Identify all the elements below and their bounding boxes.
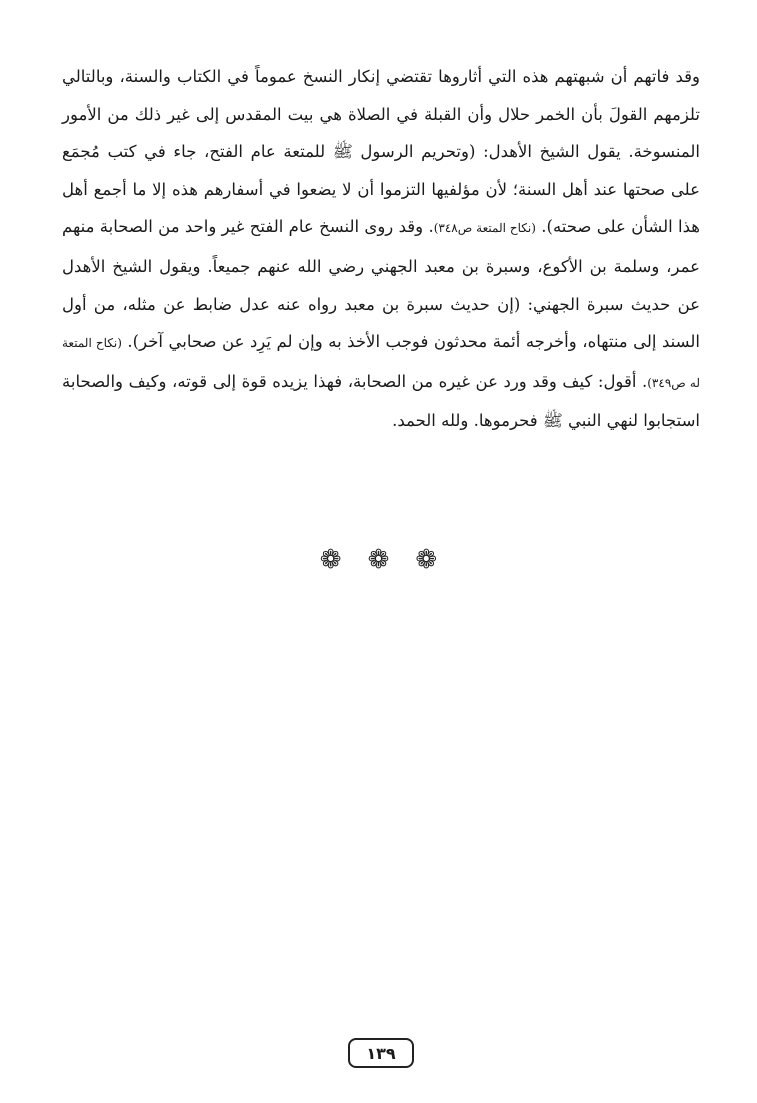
citation-1: (نكاح المتعة ص٣٤٨) xyxy=(433,221,536,236)
page-number xyxy=(348,1038,414,1068)
body-text-part-1: وقد فاتهم أن شبهتهم هذه التي أثاروها تقتضي إنكار النسخ عموماً في الكتاب والسنة، وبالتالي تلزمهم القولَ بأن الخمر حلال وأن القبلة في الصلاة هي بيت المقدس إلى غير ذلك من الأمور المنسوخة. يقول الشيخ الأهدل: (وتحريم الرسول ﷺ للمتعة عام الفتح، جاء في كتب مُجمَع على صحتها عند أهل السنة؛ لأن مؤلفيها التزموا أن لا يضعوا في أسفارهم هذه إلا ما أجمع أهل هذا الشأن على صحته). xyxy=(62,67,700,237)
flower-ornament-icon: ❁ xyxy=(319,545,342,575)
flower-ornament-icon: ❁ xyxy=(367,545,390,575)
flower-ornament-icon: ❁ xyxy=(415,545,438,575)
body-paragraph xyxy=(62,58,700,440)
body-text-part-2: . وقد روى النسخ عام الفتح غير واحد من الصحابة منهم عمر، وسلمة بن الأكوع، وسبرة بن معبد الجهني رضي الله عنهم جميعاً. ويقول الشيخ الأهدل عن حديث سبرة الجهني: (إن حديث سبرة بن معبد رواه عنه عدل ضابط عن مثله، من أول السند إلى منتهاه، وأخرجه أئمة محدثون فوجب الأخذ به وإن لم يَرِد عن صحابي آخر). xyxy=(62,217,700,352)
body-text-part-3: . أقول: كيف وقد ورد عن غيره من الصحابة، فهذا يزيده قوة إلى قوته، وكيف والصحابة استجابوا لنهي النبي ﷺ فحرموها. ولله الحمد. xyxy=(62,371,700,431)
citation-2: (نكاح المتعة له ص٣٤٩) xyxy=(62,336,700,390)
page-number-label: ١٣٩ xyxy=(366,1043,396,1063)
section-divider-ornaments xyxy=(0,540,757,580)
